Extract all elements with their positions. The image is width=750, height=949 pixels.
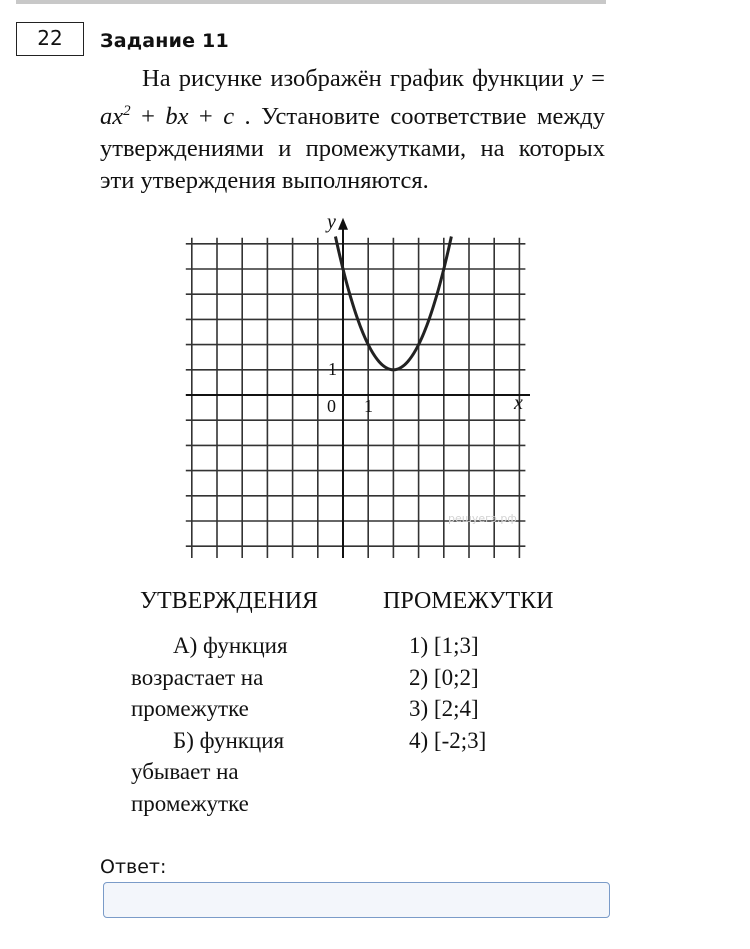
y-axis-arrow xyxy=(338,218,348,230)
function-graph xyxy=(180,208,530,558)
grid-lines xyxy=(186,238,526,558)
intervals-header: ПРОМЕЖУТКИ xyxy=(383,588,554,614)
task-number-box: 22 xyxy=(16,22,84,56)
interval-option: 1) [1;3] xyxy=(409,633,479,658)
interval-option: 4) [-2;3] xyxy=(409,727,487,753)
y-axis-label: y xyxy=(327,211,336,233)
top-divider xyxy=(16,0,606,4)
answer-input[interactable] xyxy=(103,882,610,918)
answer-label: Ответ: xyxy=(100,856,167,878)
intervals-list xyxy=(409,630,486,756)
watermark: решуегэ.рф xyxy=(448,512,517,525)
interval-option: 2) [0;2] xyxy=(409,664,479,690)
x-axis-label: x xyxy=(514,392,523,414)
interval-option: 3) [2;4] xyxy=(409,696,479,721)
x-tick-label-1: 1 xyxy=(364,396,373,416)
origin-label: 0 xyxy=(327,396,336,416)
statement-b: Б) функция убывает на промежутке xyxy=(131,727,285,816)
task-title: Задание 11 xyxy=(100,30,229,52)
y-tick-label-1: 1 xyxy=(328,359,337,379)
task-statement: На рисунке изображён график функции $y = ax^2$ + bx + c . Установите соответствие между утверждениями и промежутками, на которых эти утверждения выполняются. xyxy=(100,65,605,195)
statement-a: А) функция возрастает на промежутке xyxy=(131,633,288,721)
statements-list xyxy=(131,630,316,819)
statements-header: УТВЕРЖДЕНИЯ xyxy=(140,588,319,614)
